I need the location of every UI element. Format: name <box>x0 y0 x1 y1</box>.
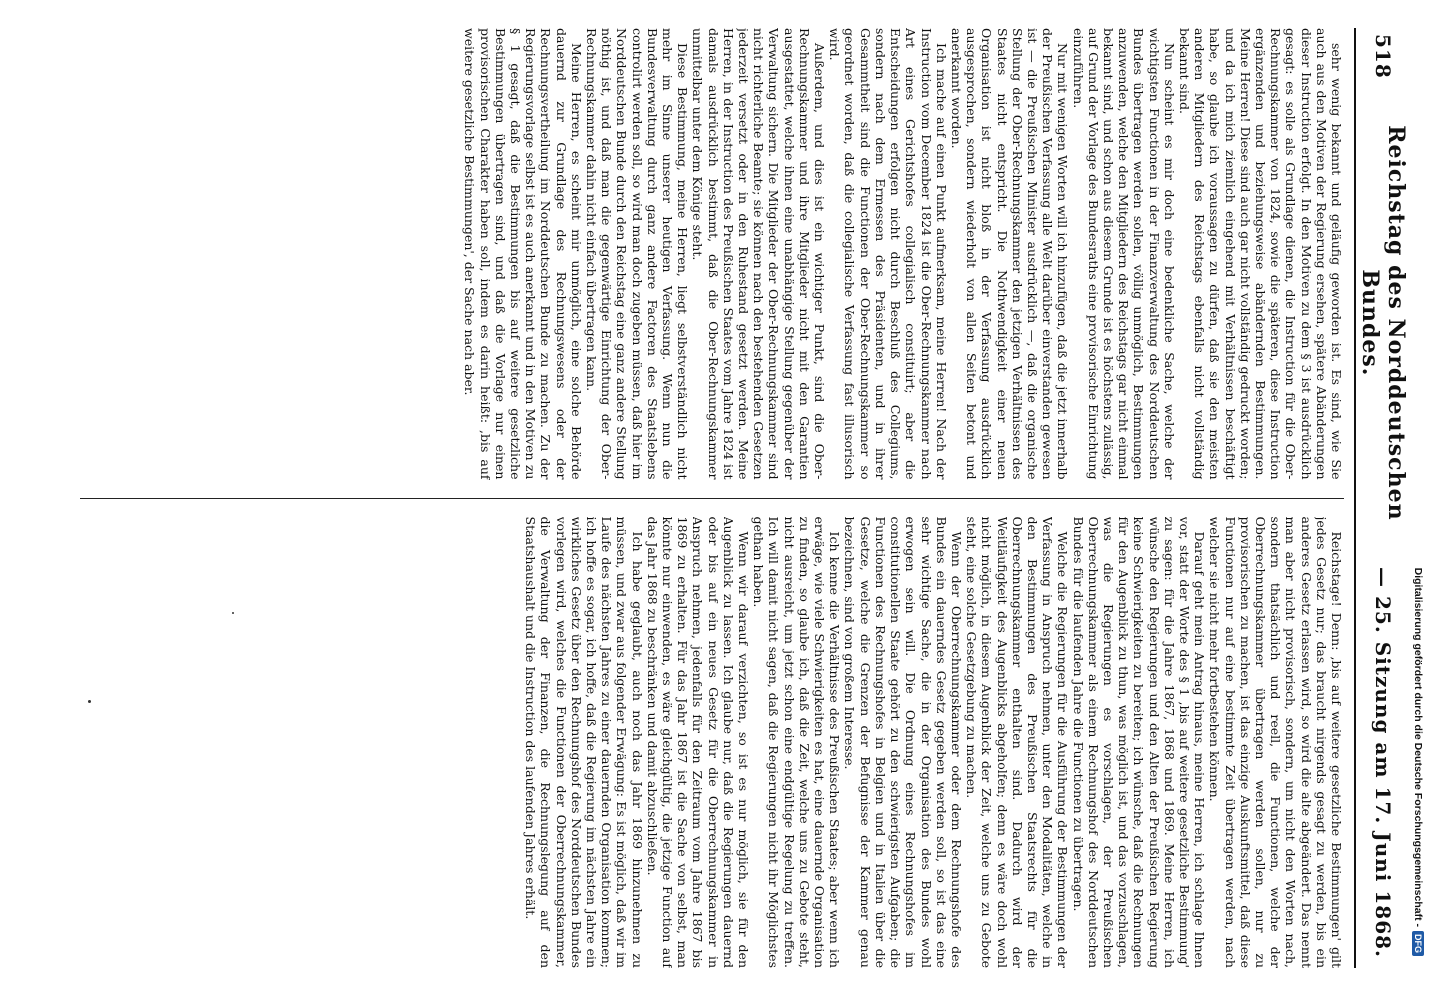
paragraph: Ich mache auf einen Punkt aufmerksam, meine Herren! Nach der Instruction vom December 1824 ist die Ober-Rechnungskammer nach Art eines Gerichtshofes collegialisch constituirt; aber die Entscheidungen erfolgen nicht durch Beschluß des Collegiums, sondern nach dem Ermessen des Präsidenten, und in ihrer Gesammtheit sind die Functionen der Ober-Rechnungskammer so geordnet worden, daß die collegialische Verfassung fast illusorisch wird. <box>827 28 949 480</box>
credit-text: Digitalisierung gefördert durch die Deutsche Forschungsgemeinschaft - <box>1412 567 1424 927</box>
paragraph: Darauf geht mein Antrag hinaus, meine Herren, ich schlage Ihnen vor, statt der Worte des § 1 ,bis auf weitere gesetzliche Bestimmung' zu sagen: für die Jahre 1867, 1868 und 1869. Meine Herren, ich wünsche den Regierungen und den Alten der Preußischen Regierung keine Schwierigkeiten zu bereiten; ich wünsche, daß die Rechnungen für den Augenblick zu thun, was möglich ist, und das vorzuschlagen, was die Regierungen es vorschlagen, der Preußischen Oberrechnungskammer als einem Rechnungshof des Norddeutschen Bundes für die laufenden Jahre die Functionen zu übertragen. <box>1070 516 1208 968</box>
page-number: 518 <box>1371 34 1395 79</box>
paragraph: Ich habe geglaubt, auch noch das Jahr 1869 hinzunehmen zu müssen, und zwar aus folgender Erwägung: Es ist möglich, daß wir im Laufe des nächsten Jahres zu einer dauernden Organisation kommen; ich hoffe es sogar, ich hoffe, daß die Regierung im nächsten Jahre ein wirkliches Gesetz über den Rechnungshof des Norddeutschen Bundes vorlegen wird, welches die Functionen der Oberrechnungskammer, die Verwaltung der Finanzen, die Rechnungslegung auf den Staatshaushalt und die Instruction des laufenden Jahres erhält. <box>523 516 645 968</box>
page-title: Reichstag des Norddeutschen Bundes. <box>1357 125 1409 521</box>
paragraph: Welche die Regierungen für die Ausführung der Bestimmungen der Verfassung in Anspruch nehmen, unter den Modalitäten, welche in den Bestimmungen des Preußischen Staatsrechts für die Oberrechnungskammer enthalten sind. Dadurch wird der Weitläufigkeit des Augenblicks abgeholfen; denn es wäre doch wohl nicht möglich, in diesem Augenblick der Zeit, welche uns zu Gebote steht, eine solche Gesetzgebung zu machen. <box>964 516 1071 968</box>
text-columns <box>80 28 1344 968</box>
column-divider <box>80 498 1344 499</box>
page-header <box>1354 28 1410 968</box>
paragraph: Wenn der Oberrechnungskammer oder dem Rechnungshofe des Bundes ein dauerndes Gesetz gegeben werden soll, so ist das eine sehr wichtige Sache, die in der Organisation des Bundes wohl erwogen sein will. Die Ordnung eines Rechnungshofes im constitutionellen Staate gehört zu den schwierigsten Aufgaben; die Functionen des Rechnungshofes in Belgien und in Italien über die Gesetze, welche die Grenzen der Befugnisse der Kammer genau bezeichnen, sind von großem Interesse. <box>842 516 964 968</box>
scanned-page <box>60 28 1410 968</box>
paragraph: Nun scheint es mir doch eine bedenkliche Sache, welche der wichtigsten Functionen in der Finanzverwaltung des Norddeutschen Bundes übertragen werden sollen, völlig unmöglich, Bestimmungen anzuwenden, welche den Mitgliedern des Reichstags gar nicht einmal bekannt sind, und schon aus diesem Grunde ist es höchstens zulässig, auf Grund der Vorlage des Bundesraths eine provisorische Einrichtung einzuführen. <box>1070 28 1177 480</box>
paragraph: Außerdem, und dies ist ein wichtiger Punkt, sind die Ober-Rechnungskammer und ihre Mitglieder nicht mit den Garantien ausgestattet, welche ihnen eine unabhängige Stellung gegenüber der Verwaltung sichern. Die Mitglieder der Ober-Rechnungskammer sind nicht richterliche Beamte; sie können nach den bestehenden Gesetzen jederzeit versetzt oder in den Ruhestand gesetzt werden. Meine Herren, in der Instruction des Preußischen Staates vom Jahre 1824 ist damals ausdrücklich bestimmt, daß die Ober-Rechnungskammer unmittelbar unter dem Könige steht. <box>690 28 828 480</box>
digitization-credit <box>1408 16 1428 986</box>
paragraph: Ich kenne die Verhältnisse des Preußischen Staates; aber wenn ich erwäge, wie viele Schwierigkeiten es hat, eine dauernde Organisation zu finden, so glaube ich, daß die Zeit, welche uns zu Gebote steht, nicht ausreicht, um jetzt schon eine endgültige Regelung zu treffen. Ich will damit nicht sagen, daß die Regierungen nicht ihr Möglichstes gethan haben. <box>751 516 843 968</box>
paragraph: Nur mit wenigen Worten will ich hinzufügen, daß die jetzt innerhalb der Preußischen Verfassung alle Welt darüber einverstanden gewesen ist — die Preußischen Minister ausdrücklich —, daß die organische Stellung der Ober-Rechnungskammer den jetzigen Verhältnissen des Staates nicht entspricht. Die Nothwendigkeit einer neuen Organisation ist nicht bloß in der Verfassung ausdrücklich ausgesprochen, sondern wiederholt von allen Seiten betont und anerkannt worden. <box>948 28 1071 480</box>
paragraph: Meine Herren, es scheint mir unmöglich, eine solche Behörde dauernd zur Grundlage des Rechnungswesens oder der Rechnungsvertheilung im Norddeutschen Bunde zu machen. Zu der Regierungsvorlage selbst ist es auch anerkannt und in den Motiven zu § 1 gesagt, daß die Bestimmungen bis auf weitere gesetzliche Bestimmungen übertragen sind, und daß die Vorlage nur einen provisorischen Charakter haben soll, indem es darin heißt: ,bis auf weitere gesetzliche Bestimmungen', der Sache nach aber. <box>462 28 584 480</box>
paragraph: sehr wenig bekannt und geläufig geworden ist. Es sind, wie Sie auch aus den Motiven der Regierung ersehen, spätere Abänderungen dieser Instruction erfolgt. In den Motiven zu dem § 3 ist ausdrücklich gesagt: es solle als Grundlage dienen, die Instruction für die Ober-Rechnungskammer von 1824, sowie die späteren, diese Instruction ergänzenden und beziehungsweise abändernden Bestimmungen. Meine Herren! Diese sind auch gar nicht vollständig gedruckt worden; und da ich mich ziemlich eingehend mit Verhältnissen beschäftigt habe, so glaube ich voraussagen zu dürfen, daß sie den meisten anderen Mitgliedern des Reichstags ebenfalls nicht vollständig bekannt sind. <box>1176 28 1344 480</box>
column-left <box>80 28 1344 480</box>
paragraph: Reichstage! Denn: ,bis auf weitere gesetzliche Bestimmungen' gilt jedes Gesetz nur; das braucht nirgends gesagt zu werden, bis ein anderes Gesetz erlassen wird, so wird die alte abgeändert. Das nennt man aber nicht provisorisch, sondern, um nicht den Worten nach, sondern thatsächlich und reell, die Functionen, welche der Oberrechnungskammer übertragen werden sollen, nur zu provisorischen zu machen, ist das einzige Auskunftsmittel, daß diese Functionen nur auf eine bestimmte Zeit übertragen werden, nach welcher sie nicht mehr fortbestehen können. <box>1207 516 1344 968</box>
column-right <box>80 517 1344 969</box>
scan-speck <box>88 700 91 703</box>
session-info: — 25. Sitzung am 17. Juni 1868. <box>1371 567 1395 958</box>
scan-speck <box>232 612 234 614</box>
dfg-logo: DFG <box>1412 931 1424 956</box>
paragraph: Diese Bestimmung, meine Herren, liegt selbstverständlich nicht mehr im Sinne unserer heutigen Verfassung. Wenn nun die Bundesverwaltung durch ganz andere Factoren des Staatslebens controlirt werden soll, so wird man doch zugeben müssen, daß hier im Norddeutschen Bunde durch den Reichstag eine ganz andere Stellung nöthig ist, und daß man die gegenwärtige Einrichtung der Ober-Rechnungskammer dahin nicht einfach übertragen kann. <box>584 28 691 480</box>
paragraph: Wenn wir darauf verzichten, so ist es nur möglich, sie für den Augenblick zu lassen. Ich glaube nur, daß die Regierungen dauernd oder bis auf ein neues Gesetz für die Oberrechnungskammer in Anspruch nehmen, jedenfalls für den Zeitraum vom Jahre 1867 bis 1869 zu erhalten. Für das Jahr 1867 ist die Sache von selbst, man könnte nur einwenden, es wäre gleichgültig, die jetzige Function auf das Jahr 1868 zu beschränken und damit abzuschließen. <box>644 516 752 968</box>
